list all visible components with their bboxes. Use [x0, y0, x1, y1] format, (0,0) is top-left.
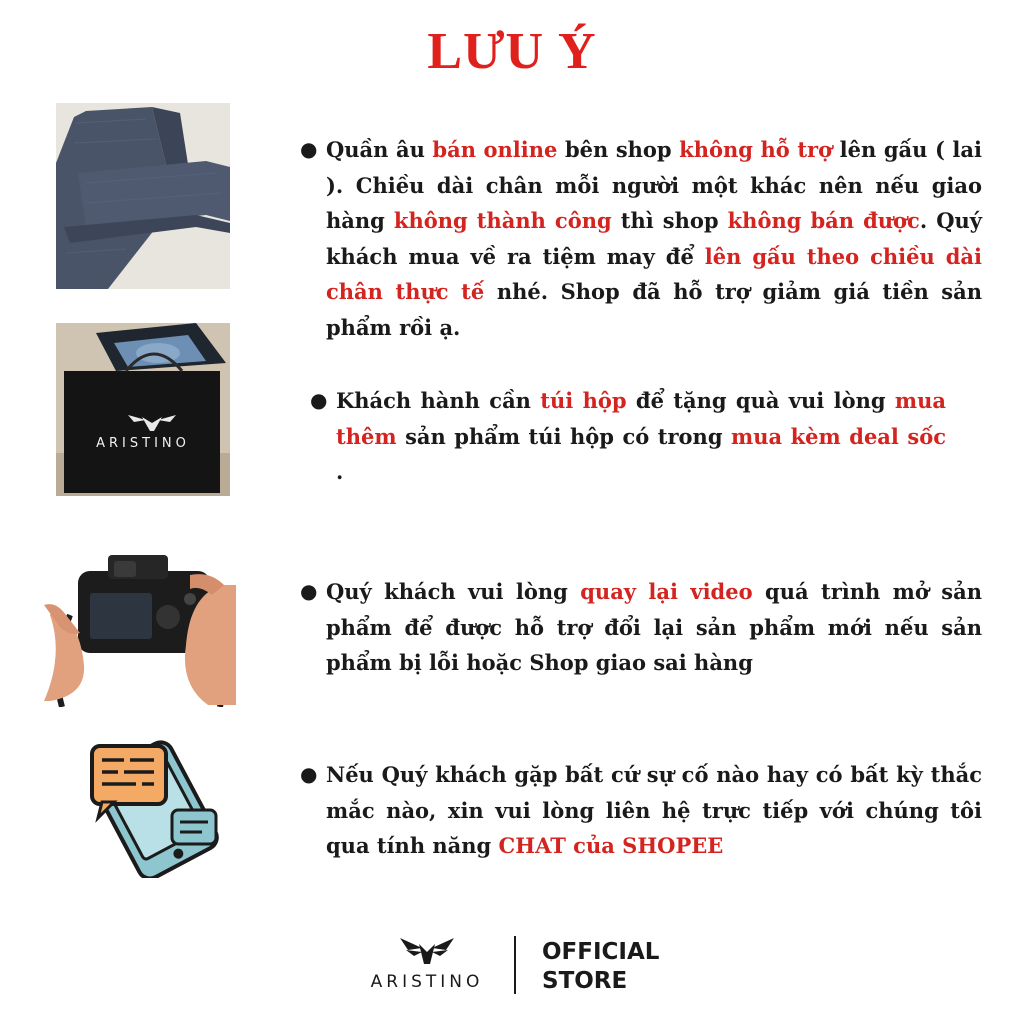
- body-text: quá trình mở sản phẩm để được hỗ trợ đổi lại sản phẩm mới nếu sản phẩm bị lỗi hoặc Shop giao sai hàng: [326, 579, 982, 675]
- note-2-text: [336, 388, 946, 484]
- highlight-text: không bán được: [727, 208, 920, 233]
- body-text: thì shop: [611, 208, 728, 233]
- fabric-swatch-image: [56, 103, 230, 289]
- note-1: [300, 132, 983, 345]
- note-3-text: [326, 579, 982, 675]
- bullet-icon: ●: [300, 762, 318, 786]
- store-line-1: OFFICIAL: [542, 939, 660, 965]
- body-text: Nếu Quý khách gặp bất cứ sự cố nào hay có bất kỳ thắc mắc nào, xin vui lòng liên hệ trực tiếp với chúng tôi qua tính năng: [326, 762, 982, 858]
- page-title: LƯU Ý: [427, 23, 597, 80]
- highlight-text: túi hộp: [540, 388, 627, 413]
- bullet-icon: ●: [300, 579, 318, 603]
- footer-brand-text: ARISTINO: [370, 972, 484, 992]
- body-text: để tặng quà vui lòng: [626, 388, 895, 413]
- bullet-icon: ●: [310, 388, 328, 412]
- gift-bag-box-image: [56, 323, 230, 496]
- body-text: Quý khách vui lòng: [326, 579, 581, 604]
- note-2: [310, 383, 947, 490]
- highlight-text: lên gấu theo chiều dài chân thực tế: [326, 243, 982, 304]
- body-text: bên shop: [557, 137, 680, 162]
- bag-brand-text: ARISTINO: [96, 436, 190, 451]
- highlight-text: mua kèm deal sốc: [731, 423, 947, 449]
- note-4-text: [326, 762, 982, 858]
- aristino-logo: [362, 932, 492, 998]
- note-1-text: [326, 137, 982, 340]
- highlight-text: quay lại video: [580, 579, 753, 604]
- footer-divider: [514, 936, 516, 994]
- bullet-icon: ●: [300, 137, 318, 161]
- note-4: [300, 757, 982, 864]
- body-text: Quần âu: [326, 137, 433, 162]
- camera-hands-image: [40, 545, 236, 707]
- phone-chat-icon: [88, 738, 220, 878]
- body-text: nhé. Shop đã hỗ trợ giảm giá tiền sản phẩm rồi ạ.: [326, 279, 983, 340]
- body-text: lên gấu ( lai ). Chiều dài chân mỗi người một khác nên nếu giao hàng: [326, 137, 982, 233]
- body-text: Khách hành cần: [336, 388, 541, 413]
- highlight-text: bán online: [432, 137, 558, 162]
- body-text: . Quý khách mua về ra tiệm may để: [326, 208, 983, 269]
- official-store-label: [542, 938, 659, 996]
- body-text: sản phẩm túi hộp có trong: [396, 423, 732, 449]
- body-text: .: [336, 459, 344, 484]
- highlight-text: mua thêm: [336, 388, 946, 449]
- note-3: [300, 574, 982, 681]
- store-line-2: STORE: [542, 968, 628, 994]
- highlight-text: không thành công: [393, 208, 612, 233]
- aristino-wings-icon: [362, 932, 492, 972]
- highlight-text: CHAT của SHOPEE: [498, 833, 724, 858]
- highlight-text: không hỗ trợ: [679, 137, 833, 162]
